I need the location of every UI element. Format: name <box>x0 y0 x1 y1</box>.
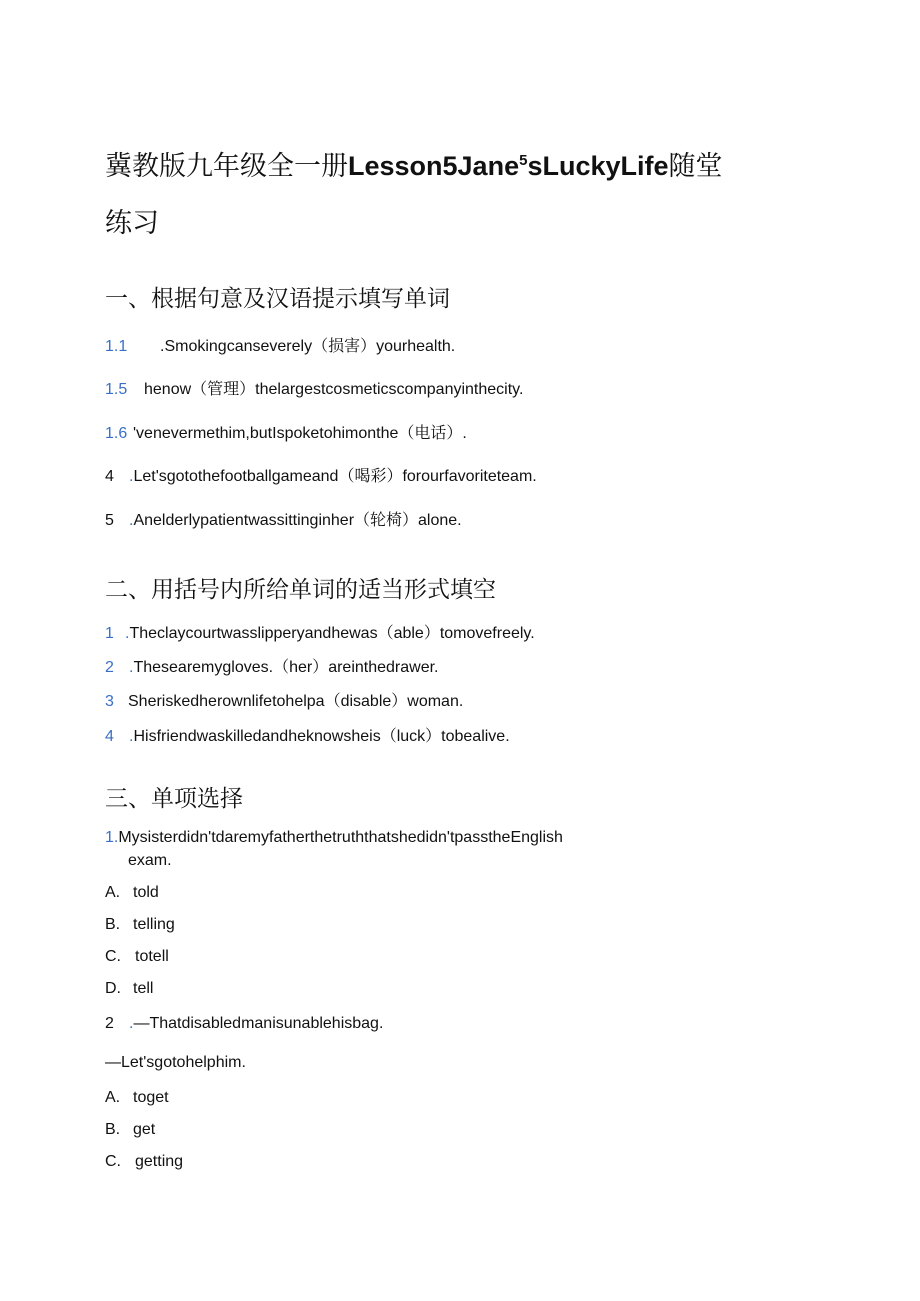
item-number: 1.1 <box>105 338 128 355</box>
option-text: totell <box>135 948 169 965</box>
item-text: Mysisterdidn'tdaremyfatherthetruththatshedidn'tpasstheEnglish <box>118 829 563 846</box>
exercise-item <box>105 463 537 486</box>
item-number: 1 <box>105 625 114 642</box>
item-dot: . <box>129 512 134 529</box>
option-b <box>105 1121 155 1139</box>
option-letter: A. <box>105 1089 121 1106</box>
option-letter: C. <box>105 1153 121 1170</box>
exercise-item <box>105 420 467 443</box>
title-part: 随堂 <box>668 151 723 181</box>
item-number: 3 <box>105 693 114 710</box>
item-number: 2 <box>105 1015 114 1032</box>
item-text: Let'sgotothefootballgameand（喝彩）forourfavoriteteam. <box>133 468 537 485</box>
option-text: get <box>133 1121 156 1138</box>
option-letter: B. <box>105 916 121 933</box>
exercise-item <box>105 688 463 711</box>
title-part: 冀教版九年级全一册 <box>105 151 348 181</box>
question-2 <box>105 1015 383 1033</box>
section-heading: 一、根据句意及汉语提示填写单词 <box>105 285 450 311</box>
item-text: Hisfriendwaskilledandheknowsheis（luck）tobealive. <box>133 728 510 745</box>
item-dot: . <box>129 1015 134 1032</box>
item-dot: . <box>129 728 134 745</box>
exercise-item <box>105 723 510 746</box>
option-b <box>105 916 175 934</box>
question-1 <box>105 829 563 847</box>
item-text: 'venevermethim,butIspoketohimonthe（电话）. <box>133 425 467 442</box>
option-text: telling <box>133 916 175 933</box>
option-letter: B. <box>105 1121 121 1138</box>
question-2-reply: —Let'sgotohelphim. <box>105 1054 246 1071</box>
exercise-item <box>105 376 523 399</box>
exercise-item <box>105 333 455 356</box>
question-1-continuation: exam. <box>128 852 172 869</box>
option-a <box>105 1089 169 1107</box>
option-text: toget <box>133 1089 169 1106</box>
item-text: Thesearemygloves.（her）areinthedrawer. <box>133 659 439 676</box>
item-text: —Thatdisabledmanisunablehisbag. <box>133 1015 384 1032</box>
item-number: 4 <box>105 728 114 745</box>
item-text: Anelderlypatientwassittinginher（轮椅）alone. <box>133 512 462 529</box>
title-part: sLuckyLife <box>527 151 669 181</box>
item-number: 1.6 <box>105 425 128 442</box>
title-superscript: 5 <box>519 152 528 169</box>
item-number: 4 <box>105 468 114 485</box>
item-number: 5 <box>105 512 114 529</box>
option-c <box>105 948 169 966</box>
item-dot: . <box>129 659 134 676</box>
exercise-item <box>105 620 535 643</box>
option-a <box>105 884 159 902</box>
item-text: Sheriskedherownlifetohelpa（disable）woman. <box>128 693 464 710</box>
item-number: 1.5 <box>105 381 128 398</box>
option-letter: C. <box>105 948 121 965</box>
item-number: 2 <box>105 659 114 676</box>
section-heading: 二、用括号内所给单词的适当形式填空 <box>105 576 496 602</box>
item-text: henow（管理）thelargestcosmeticscompanyinthecity. <box>144 381 524 398</box>
exercise-item <box>105 507 462 530</box>
section-heading: 三、单项选择 <box>105 785 243 811</box>
page-title <box>105 144 723 183</box>
option-letter: D. <box>105 980 121 997</box>
option-d <box>105 980 153 998</box>
page-title-line2: 练习 <box>105 208 159 238</box>
option-text: told <box>133 884 159 901</box>
item-text: Theclaycourtwasslipperyandhewas（able）tomovefreely. <box>129 625 535 642</box>
title-part: Lesson5Jane <box>348 151 520 181</box>
item-dot: . <box>125 625 130 642</box>
exercise-item <box>105 654 439 677</box>
option-c <box>105 1153 183 1171</box>
item-number: 1. <box>105 829 119 846</box>
option-letter: A. <box>105 884 121 901</box>
item-text: .Smokingcanseverely（损害）yourhealth. <box>160 338 456 355</box>
option-text: getting <box>135 1153 184 1170</box>
item-dot: . <box>129 468 134 485</box>
option-text: tell <box>133 980 154 997</box>
